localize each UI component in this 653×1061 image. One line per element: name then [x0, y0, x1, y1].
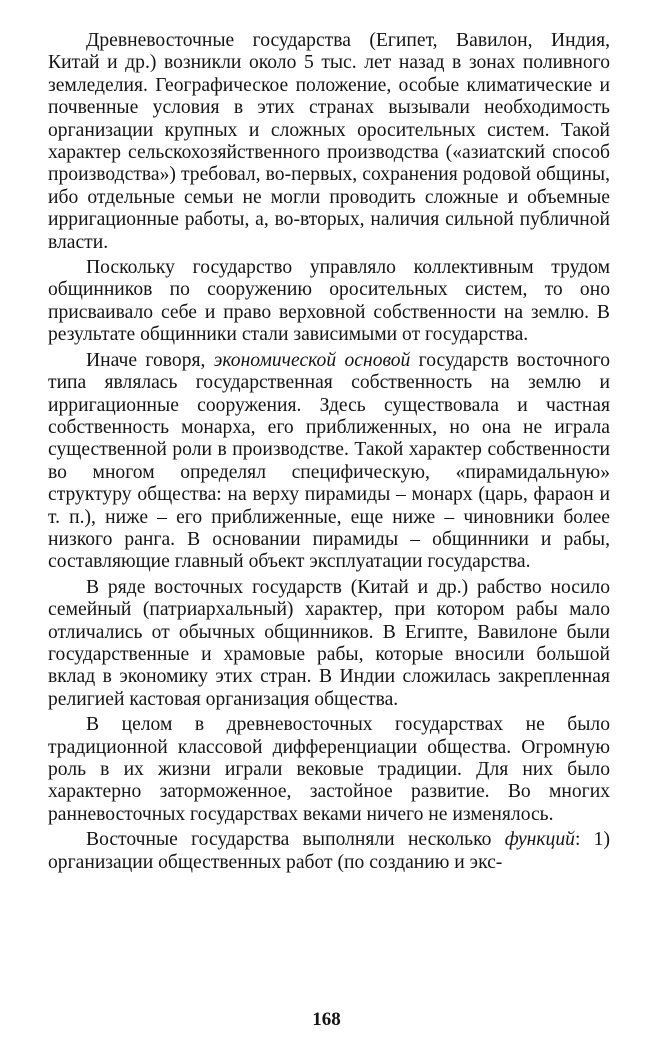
- paragraph-4: [48, 577, 610, 711]
- paragraph-6-text-start: Восточные государства выполняли несколько: [86, 829, 505, 851]
- paragraph-6: [48, 829, 610, 874]
- paragraph-5-text: В целом в древневосточных государствах не было традиционной классовой дифференциации общества. Огромную роль в их жизни играли вековые традиции. Для них было характерно заторможенное, застойное развитие. Во многих ранневосточных государствах веками ничего не изменялось.: [48, 714, 610, 825]
- paragraph-2-text: Поскольку государство управляло коллективным трудом общинников по сооружению оросительных систем, то оно присваивало себе и право верховной собственности на землю. В результате общинники стали зависимыми от государства.: [48, 257, 610, 346]
- paragraph-3: [48, 350, 610, 574]
- paragraph-6-text-end: : 1) организации общественных работ (по созданию и экс-: [48, 829, 610, 873]
- paragraph-1: [48, 30, 610, 254]
- paragraph-4-text: В ряде восточных государств (Китай и др.) рабство носило семейный (патриархальный) характер, при котором рабы мало отличались от обычных общинников. В Египте, Вавилоне были государственные и храмовые рабы, которые вносили большой вклад в экономику этих стран. В Индии сложилась закрепленная религией кастовая организация общества.: [48, 576, 610, 710]
- paragraph-3-text-start: Иначе говоря,: [86, 349, 214, 371]
- paragraph-6-emphasis: функций: [504, 829, 575, 851]
- paragraph-3-text-end: государств восточного типа являлась государственная собственность на землю и ирригационные сооружения. Здесь существовала и частная собственность монарха, его приближенных, но она не играла существенной роли в производстве. Такой характер собственности во многом определял специфическую, «пирамидальную» структуру общества: на верху пирамиды – монарх (царь, фараон и т. п.), ниже – его приближенные, еще ниже – чиновники более низкого ранга. В основании пирамиды – общинники и рабы, составляющие главный объект эксплуатации государства.: [48, 349, 610, 573]
- page-body: [48, 30, 610, 874]
- paragraph-5: [48, 714, 610, 826]
- paragraph-2: [48, 257, 610, 347]
- paragraph-1-text: Древневосточные государства (Египет, Вавилон, Индия, Китай и др.) возникли около 5 тыс. лет назад в зонах поливного земледелия. Географическое положение, особые климатические и почвенные условия в этих странах вызывали необходимость организации крупных и сложных оросительных систем. Такой характер сельскохозяйственного производства («азиатский способ производства») требовал, во-первых, сохранения родовой общины, ибо отдельные семьи не могли проводить сложные и объемные ирригационные работы, а, во-вторых, наличия сильной публичной власти.: [48, 30, 610, 253]
- paragraph-3-emphasis: экономической основой: [213, 349, 411, 371]
- page-number: 168: [312, 1009, 341, 1030]
